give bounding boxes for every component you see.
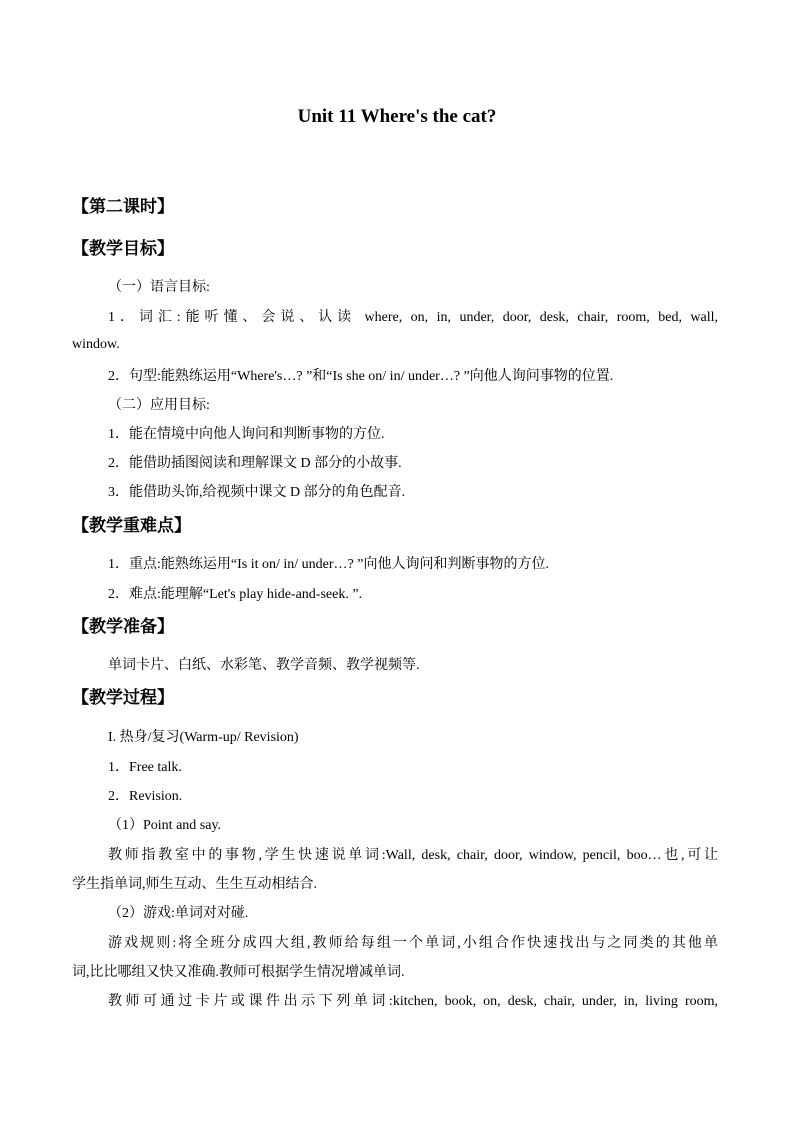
process-paragraph-1-line1: 教师指教室中的事物,学生快速说单词:Wall, desk, chair, door, window, pencil, boo…也,可让: [108, 848, 718, 863]
free-talk-step: 1．Free talk.: [108, 760, 182, 775]
revision-step: 2．Revision.: [108, 789, 183, 804]
application-goal-1: 1．能在情境中向他人询问和判断事物的方位.: [108, 427, 385, 442]
section-lesson-heading: 【第二课时】: [72, 197, 174, 216]
application-goal-3: 3．能借助头饰,给视频中课文 D 部分的角色配音.: [108, 485, 406, 500]
application-goals-heading: （二）应用目标:: [108, 398, 210, 413]
prep-materials: 单词卡片、白纸、水彩笔、教学音频、教学视频等.: [108, 658, 420, 673]
language-goals-heading: （一）语言目标:: [108, 280, 210, 295]
application-goal-2: 2．能借助插图阅读和理解课文 D 部分的小故事.: [108, 456, 402, 471]
keypoint-difficult: 2．难点:能理解“Let's play hide-and-seek. ”.: [108, 587, 363, 602]
section-process-heading: 【教学过程】: [72, 688, 174, 707]
document-title: Unit 11 Where's the cat?: [297, 106, 497, 127]
vocab-goal-line2: window.: [72, 337, 120, 352]
section-goals-heading: 【教学目标】: [72, 239, 174, 258]
section-keypoints-heading: 【教学重难点】: [72, 516, 191, 535]
keypoint-important: 1．重点:能熟练运用“Is it on/ in/ under…? ”向他人询问和判断事物的方位.: [108, 557, 549, 572]
sentence-pattern-goal: 2．句型:能熟练运用“Where's…? ”和“Is she on/ in/ under…? ”向他人询问事物的位置.: [108, 369, 614, 384]
process-paragraph-2-line1: 游戏规则:将全班分成四大组,教师给每组一个单词,小组合作快速找出与之同类的其他单: [108, 936, 718, 951]
process-paragraph-1-line2: 学生指单词,师生互动、生生互动相结合.: [72, 877, 317, 892]
point-and-say-step: （1）Point and say.: [108, 818, 222, 833]
warmup-step: I. 热身/复习(Warm-up/ Revision): [108, 730, 299, 745]
vocab-goal-line1: 1．词汇:能听懂、会说、认读 where, on, in, under, door, desk, chair, room, bed, wall,: [108, 310, 718, 325]
process-paragraph-3-line1: 教师可通过卡片或课件出示下列单词:kitchen, book, on, desk, chair, under, in, living room,: [108, 994, 718, 1009]
game-step: （2）游戏:单词对对碰.: [108, 906, 249, 921]
section-prep-heading: 【教学准备】: [72, 617, 174, 636]
process-paragraph-2-line2: 词,比比哪组又快又准确.教师可根据学生情况增减单词.: [72, 965, 405, 980]
